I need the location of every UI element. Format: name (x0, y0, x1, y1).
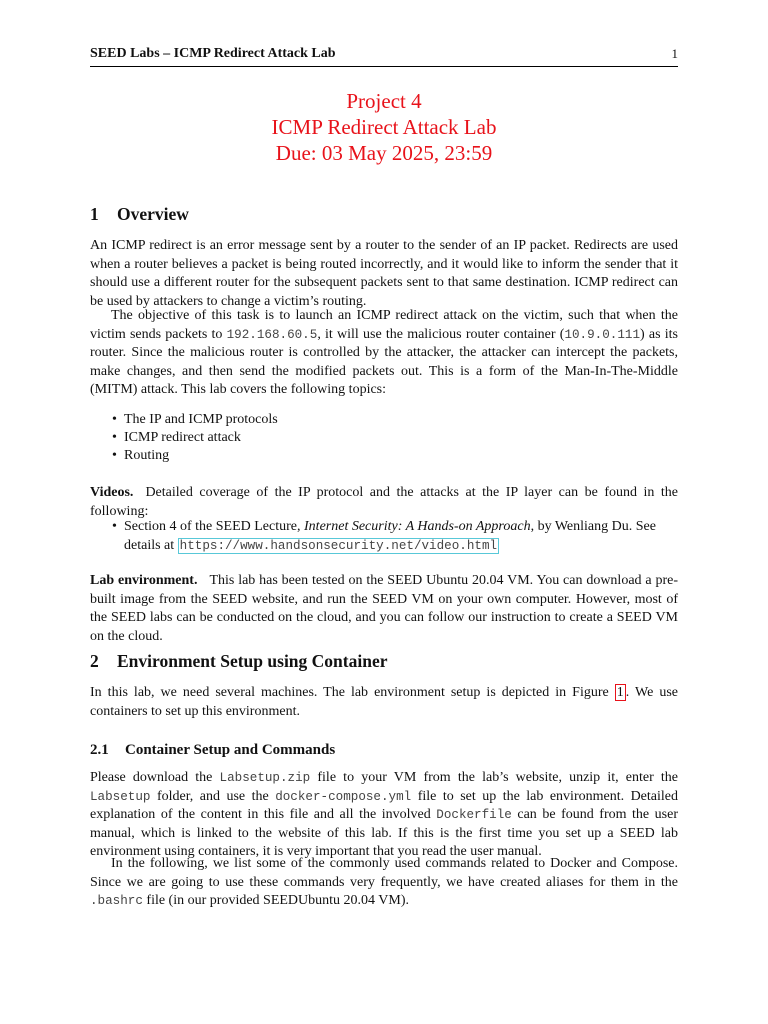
title-line-project: Project 4 (346, 89, 422, 113)
section-number: 2 (90, 651, 99, 671)
filename-bashrc: .bashrc (90, 894, 143, 908)
list-item: • ICMP redirect attack (112, 430, 241, 445)
title-line-due-date: Due: 03 May 2025, 23:59 (275, 141, 493, 165)
running-title: SEED Labs – ICMP Redirect Attack Lab (90, 46, 336, 61)
videos-list (90, 517, 678, 556)
filename-docker-compose: docker-compose.yml (275, 789, 412, 804)
videos-paragraph: Videos. Detailed coverage of the IP protocol and the attacks at the IP layer can be found in the following: (90, 485, 678, 519)
book-title: Internet Security: A Hands-on Approach (304, 519, 531, 534)
figure-reference-link[interactable]: 1 (616, 685, 624, 700)
document-title (90, 88, 678, 166)
victim-ip-address: 192.168.60.5 (226, 327, 318, 342)
video-url-link[interactable]: https://www.handsonsecurity.net/video.html (179, 539, 498, 553)
list-item: • Routing (112, 448, 170, 463)
header-rule (90, 66, 678, 67)
lab-environment-paragraph: Lab environment. This lab has been tested on the SEED Ubuntu 20.04 VM. You can download a pre-built image from the SEED website, and run the SEED VM on your own computer. However, most of the SEED labs can be conducted on the cloud, and you can follow our instruction to create a SEED VM on the cloud. (90, 573, 679, 644)
environment-paragraph: In this lab, we need several machines. The lab environment setup is depicted in Figure 1 . We use containers to set up this environment. (90, 685, 678, 719)
page-number: 1 (671, 46, 678, 61)
title-line-lab-name: ICMP Redirect Attack Lab (271, 115, 497, 139)
section-number: 1 (90, 204, 99, 224)
section-title: Environment Setup using Container (117, 651, 388, 671)
subsection-title: Container Setup and Commands (125, 742, 336, 758)
filename-dockerfile: Dockerfile (436, 808, 512, 822)
subsection-heading-container-setup (90, 740, 678, 760)
section-heading-environment-setup (90, 650, 678, 672)
section-title: Overview (117, 204, 189, 224)
overview-paragraph-1: An ICMP redirect is an error message sent by a router to the sender of an IP packet. Redirects are used when a router believes a packet is being routed incorrectly, and it would like to inform the sender that it should use a different router for the subsequent packets sent to that same destination. ICMP redirect can be used by attackers to change a victim’s routing. (90, 238, 678, 309)
filename-labsetup-zip: Labsetup.zip (219, 771, 311, 785)
section-heading-overview (90, 203, 678, 225)
list-item: • The IP and ICMP protocols (112, 412, 278, 427)
topics-list (90, 411, 678, 465)
overview-paragraph-2: The objective of this task is to launch an ICMP redirect attack on the victim, such that when the victim sends packets to 192.168.60.5, it will use the malicious router container (10.9.0.111) as its router. Since the malicious router is controlled by the attacker, the attacker can intercept the packets, make changes, and then send the modified packets out. This is a form of the Man-In-The-Middle (MITM) attack. This lab covers the following topics: (90, 308, 678, 397)
list-item: • Section 4 of the SEED Lecture, Internet Security: A Hands-on Approach, by Wenliang Du. See details at https://www.handsonsecurity.net/video.html (112, 519, 656, 553)
running-header (90, 45, 678, 63)
subsection-number: 2.1 (90, 742, 109, 758)
foldername-labsetup: Labsetup (90, 789, 151, 804)
container-paragraph-2: In the following, we list some of the commonly used commands related to Docker and Compose. Since we are going to use these commands very frequently, we have created aliases for them in the .bashrc file (in our provided SEEDUbuntu 20.04 VM). (90, 856, 678, 908)
container-paragraph-1: Please download the Labsetup.zip file to your VM from the lab’s website, unzip it, enter the Labsetup folder, and use the docker-compose.yml file to set up the lab environment. Detailed explanation of the content in this file and all the involved Dockerfile can be found from the user manual, which is linked to the website of this lab. If this is the first time you set up a SEED lab environment using containers, it is very important that you read the user manual. (90, 770, 679, 859)
router-ip-address: 10.9.0.111 (564, 327, 641, 342)
lab-environment-heading: Lab environment. (90, 573, 198, 588)
videos-heading: Videos. (90, 485, 134, 500)
